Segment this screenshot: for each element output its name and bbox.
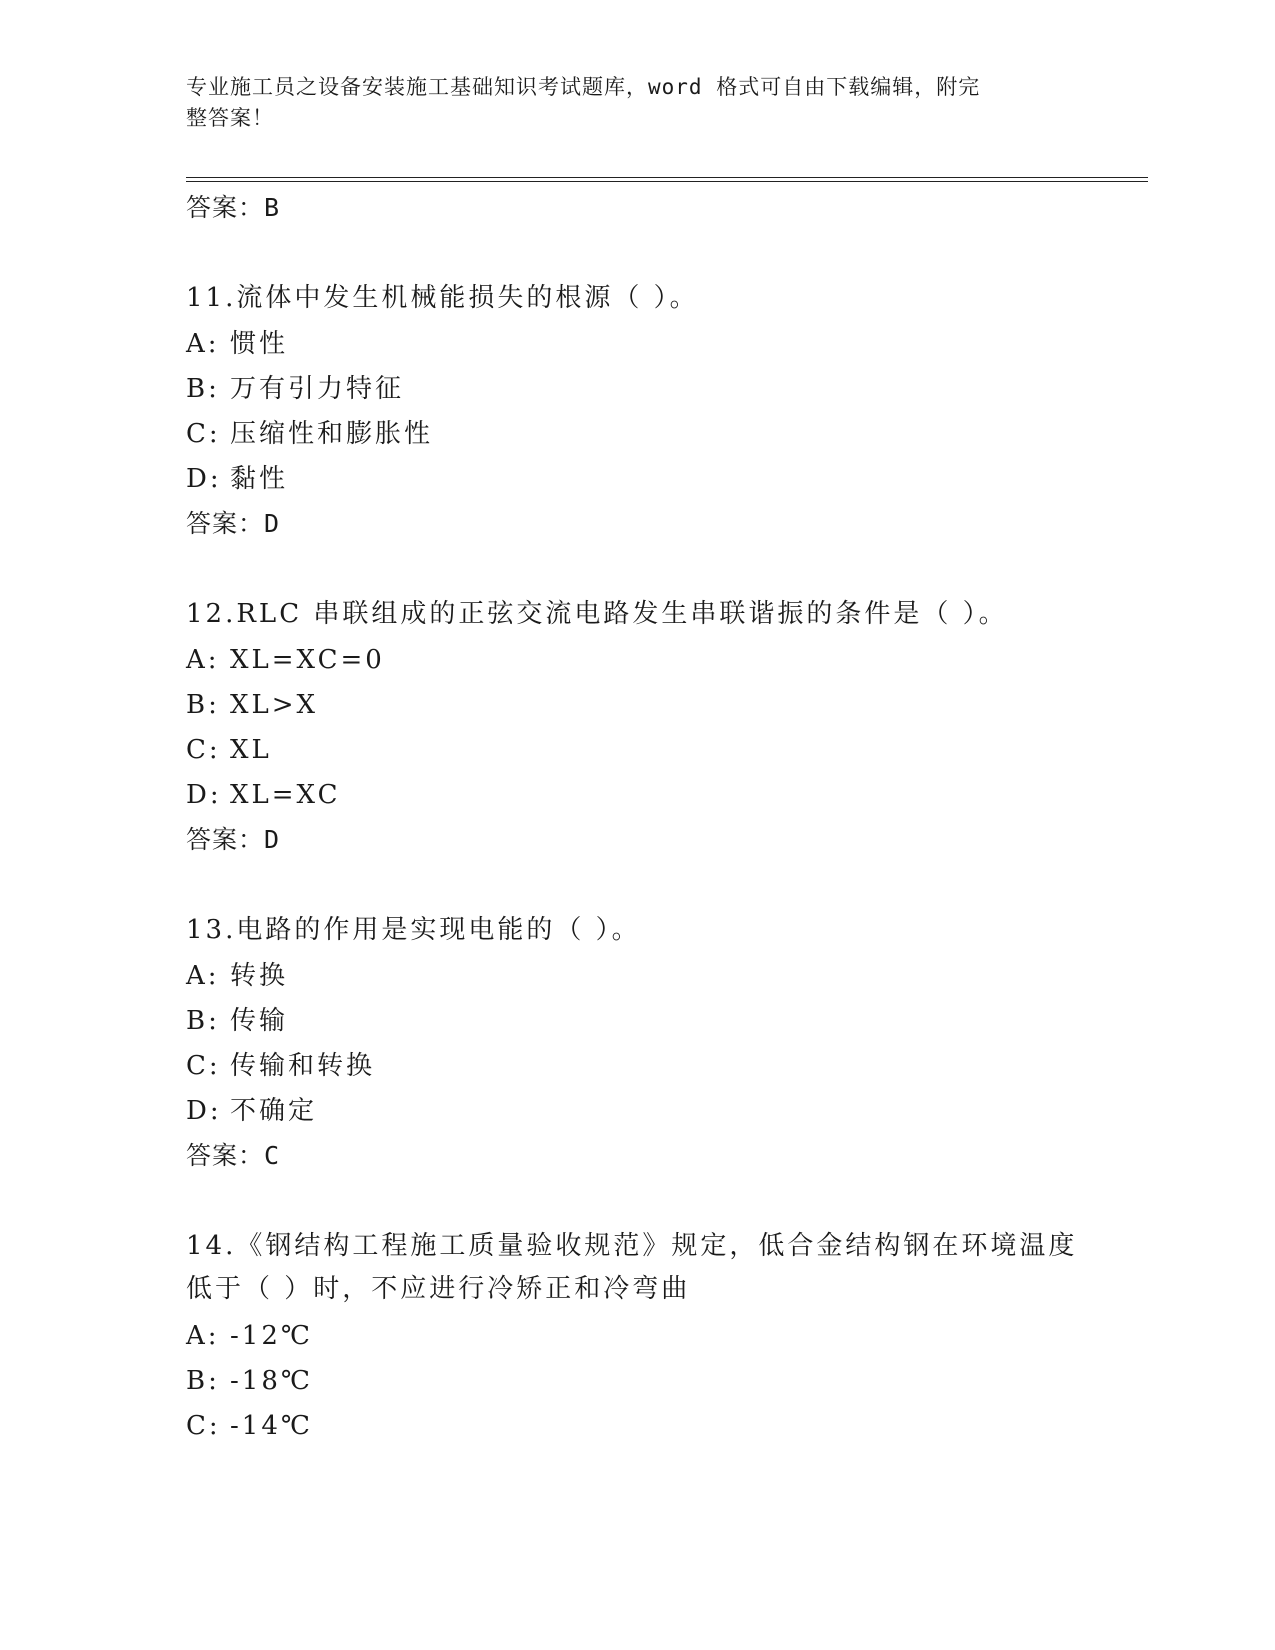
- option-letter: A:: [186, 961, 220, 991]
- option-text: -14℃: [230, 1411, 313, 1441]
- option-text: 万有引力特征: [230, 374, 405, 404]
- option-b: [186, 689, 318, 721]
- question-14: [186, 1225, 1086, 1311]
- answer-value: B: [264, 193, 281, 222]
- question-text: 流体中发生机械能损失的根源（ ）。: [236, 283, 699, 313]
- option-letter: C:: [186, 1051, 221, 1081]
- option-text: 传输和转换: [230, 1051, 376, 1081]
- option-c: [186, 1410, 313, 1442]
- option-text: -18℃: [230, 1366, 313, 1396]
- option-text: XL=XC: [230, 780, 341, 810]
- option-a: [186, 960, 288, 992]
- option-text: 不确定: [230, 1096, 318, 1126]
- option-letter: B:: [186, 1006, 220, 1036]
- option-c: [186, 734, 272, 766]
- option-letter: C:: [186, 1411, 221, 1441]
- option-c: [186, 418, 433, 450]
- option-letter: D:: [186, 464, 222, 494]
- answer-prefix: 答案：: [186, 509, 265, 538]
- question-number: 13.: [186, 915, 237, 945]
- option-a: [186, 328, 288, 360]
- option-d: [186, 779, 341, 811]
- question-13: [186, 909, 1086, 952]
- option-text: XL>X: [230, 690, 319, 720]
- option-letter: A:: [186, 645, 220, 675]
- option-text: -12℃: [230, 1321, 313, 1351]
- option-b: [186, 1005, 288, 1037]
- option-text: 惯性: [230, 329, 289, 359]
- option-d: [186, 463, 288, 495]
- answer-line: [186, 1140, 280, 1172]
- option-letter: C:: [186, 419, 221, 449]
- option-b: [186, 1365, 313, 1397]
- option-text: 转换: [230, 961, 289, 991]
- answer-line: [186, 824, 280, 856]
- option-b: [186, 373, 404, 405]
- option-a: [186, 1320, 313, 1352]
- page-header: [186, 72, 1066, 134]
- answer-line: [186, 508, 280, 540]
- option-letter: D:: [186, 780, 222, 810]
- option-letter: B:: [186, 690, 220, 720]
- question-text-line-1: [186, 1225, 1086, 1268]
- option-a: [186, 644, 385, 676]
- question-text: 电路的作用是实现电能的（ ）。: [236, 915, 641, 945]
- question-text: RLC 串联组成的正弦交流电路发生串联谐振的条件是（ ）。: [236, 599, 1008, 629]
- question-number: 14.: [186, 1231, 237, 1261]
- option-text: 传输: [230, 1006, 289, 1036]
- option-text: XL=XC=0: [230, 645, 385, 675]
- header-line-1: 专业施工员之设备安装施工基础知识考试题库，word 格式可自由下载编辑，附完: [186, 75, 981, 99]
- option-letter: A:: [186, 329, 220, 359]
- question-number: 11.: [186, 283, 237, 313]
- answer-prefix: 答案：: [186, 825, 265, 854]
- header-divider-bottom: [186, 181, 1148, 182]
- option-letter: C:: [186, 735, 221, 765]
- option-letter: D:: [186, 1096, 222, 1126]
- answer-prefix: 答案：: [186, 1141, 265, 1170]
- answer-prefix: 答案：: [186, 193, 265, 222]
- option-letter: B:: [186, 374, 220, 404]
- option-letter: A:: [186, 1321, 220, 1351]
- option-letter: B:: [186, 1366, 220, 1396]
- question-text: 《钢结构工程施工质量验收规范》规定，低合金结构钢在环境温度: [236, 1231, 1078, 1261]
- option-text: 压缩性和膨胀性: [230, 419, 434, 449]
- answer-value: C: [264, 1141, 281, 1170]
- header-divider-top: [186, 177, 1148, 178]
- answer-value: D: [264, 825, 281, 854]
- option-text: 黏性: [230, 464, 289, 494]
- option-c: [186, 1050, 375, 1082]
- answer-value: D: [264, 509, 281, 538]
- answer-line: [186, 192, 280, 224]
- question-11: [186, 277, 1086, 320]
- header-line-2: 整答案！: [186, 106, 274, 130]
- question-12: [186, 593, 1086, 636]
- option-d: [186, 1095, 317, 1127]
- option-text: XL: [230, 735, 272, 765]
- question-number: 12.: [186, 599, 237, 629]
- question-text-line-2: 低于（ ）时，不应进行冷矫正和冷弯曲: [186, 1274, 691, 1304]
